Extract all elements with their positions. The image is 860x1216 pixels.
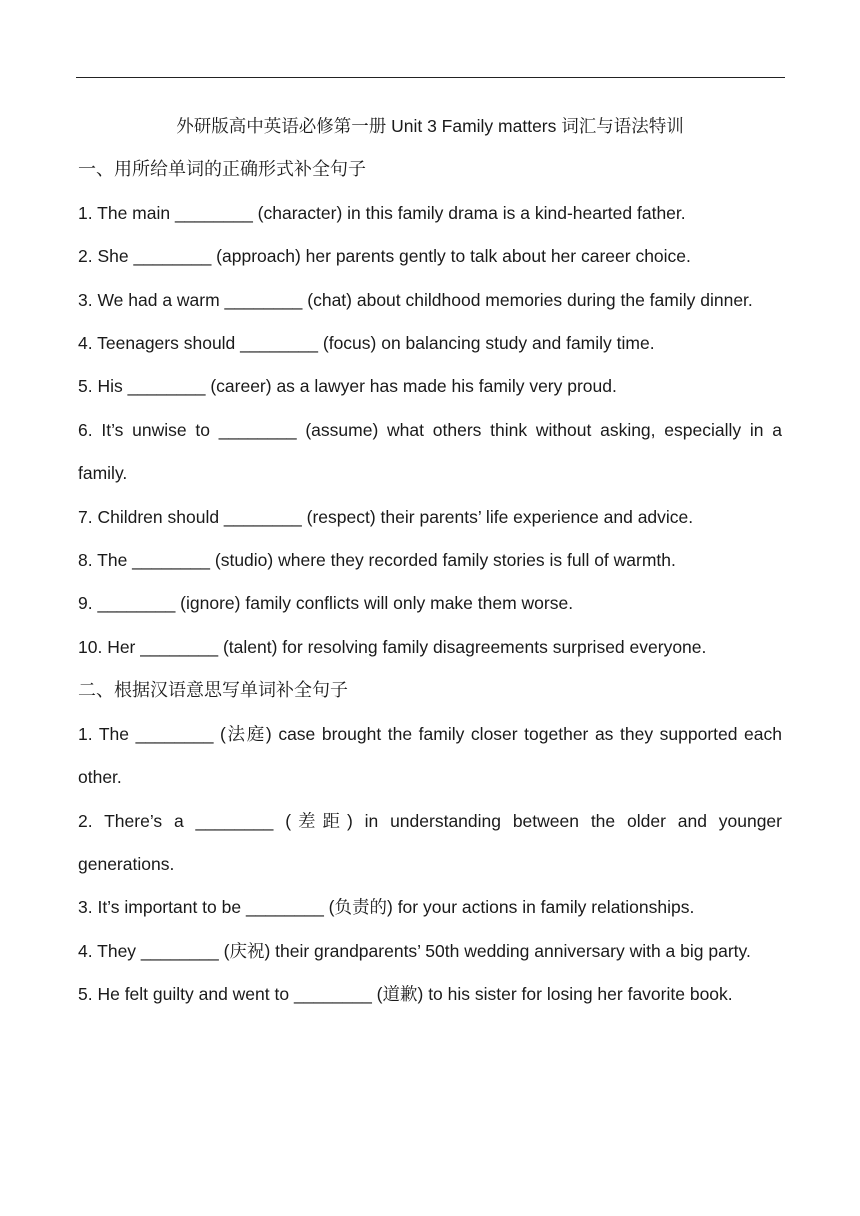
exercise-item: 7. Children should ________ (respect) their parents’ life experience and advice.: [78, 506, 694, 527]
exercise-item: 9. ________ (ignore) family conflicts will only make them worse.: [78, 593, 574, 614]
exercise-item: 2. There’s a ________ (差距) in understanding between the older and younger generations.: [78, 810, 782, 874]
section-2: [78, 669, 782, 1016]
header-rule: [76, 77, 785, 78]
exercise-item: 5. His ________ (career) as a lawyer has made his family very proud.: [78, 376, 617, 397]
exercise-item: 3. We had a warm ________ (chat) about childhood memories during the family dinner.: [78, 289, 753, 310]
section-2-heading: 二、根据汉语意思写单词补全句子: [78, 680, 348, 702]
exercise-item: 4. Teenagers should ________ (focus) on balancing study and family time.: [78, 333, 655, 354]
section-1-heading: 一、用所给单词的正确形式补全句子: [78, 159, 366, 181]
section-1: [78, 148, 782, 669]
exercise-item: 2. She ________ (approach) her parents gently to talk about her career choice.: [78, 246, 691, 267]
exercise-item: 8. The ________ (studio) where they recorded family stories is full of warmth.: [78, 550, 676, 571]
exercise-item: 3. It’s important to be ________ (负责的) for your actions in family relationships.: [78, 897, 695, 918]
exercise-item: 1. The ________ (法庭) case brought the family closer together as they supported each other.: [78, 723, 782, 788]
exercise-item: 1. The main ________ (character) in this family drama is a kind-hearted father.: [78, 202, 686, 223]
exercise-item: 6. It’s unwise to ________ (assume) what others think without asking, especially in a family.: [78, 419, 782, 484]
exercise-item: 10. Her ________ (talent) for resolving family disagreements surprised everyone.: [78, 636, 707, 657]
exercise-item: 4. They ________ (庆祝) their grandparents’ 50th wedding anniversary with a big party.: [78, 940, 751, 961]
exercise-item: 5. He felt guilty and went to ________ (道歉) to his sister for losing her favorite book.: [78, 984, 733, 1005]
document-body: [78, 105, 782, 1017]
document-title: 外研版高中英语必修第一册 Unit 3 Family matters 词汇与语法特训: [176, 116, 684, 136]
